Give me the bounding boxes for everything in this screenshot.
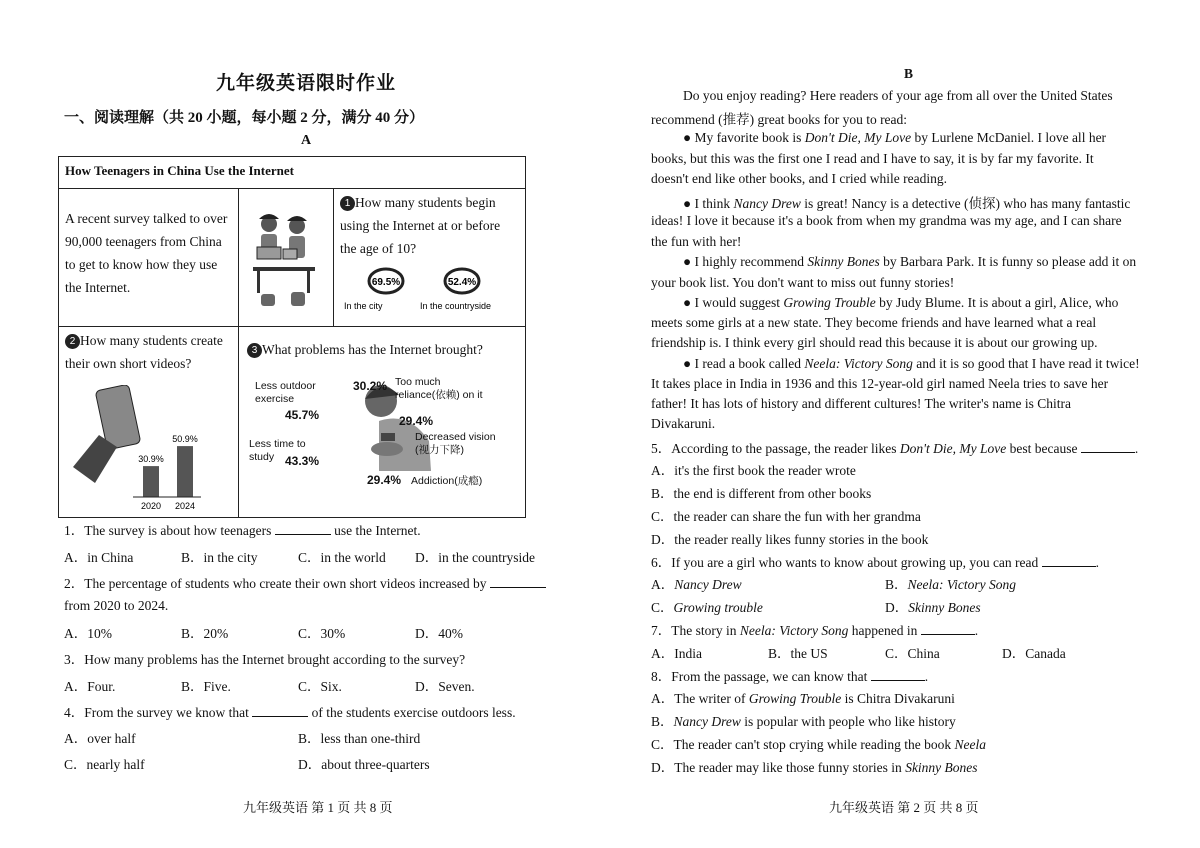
option-d: D．Canada: [1002, 646, 1066, 661]
q2-line: How many students create: [80, 333, 223, 348]
part-label-a: A: [300, 133, 312, 148]
option-c: C．Six.: [298, 679, 342, 694]
answer-blank: [490, 575, 546, 588]
review-5-line: father! It has lots of history and different cultures! The writer's name is Chitra: [651, 396, 1071, 411]
question-3-cell: [239, 327, 525, 517]
intro-line: to get to know how they use: [65, 257, 218, 272]
answer-blank: [871, 668, 925, 681]
answer-blank: [275, 522, 331, 535]
answer-blank: [252, 704, 308, 717]
study-value: 43.3%: [285, 454, 320, 468]
percentage-badges: [338, 265, 518, 321]
part-label-b: B: [904, 66, 914, 81]
option-d: D．Seven.: [415, 679, 475, 694]
review-5-line: Divakaruni.: [651, 416, 716, 431]
review-2-line: ideas! I love it because it's a book from when my grandma was my age, and I can share: [651, 213, 1122, 228]
option-d: D．The reader may like those funny stories in Skinny Bones: [651, 760, 978, 775]
question-3: 3．How many problems has the Internet brought according to the survey?: [64, 652, 466, 667]
option-c: C．Growing trouble: [651, 600, 763, 615]
question-4: 4．From the survey we know that of the students exercise outdoors less.: [64, 705, 516, 720]
outdoor-label-line: exercise: [255, 393, 295, 405]
option-d: D．in the countryside: [415, 550, 535, 565]
countryside-label: In the countryside: [420, 301, 492, 311]
review-1-line: doesn't end like other books, and I cried while reading.: [651, 171, 947, 186]
option-b: B．the end is different from other books: [651, 486, 872, 501]
number-3-badge: 3: [247, 343, 262, 358]
q1-line: the age of 10?: [340, 241, 417, 256]
option-c: C．China: [885, 646, 940, 661]
addiction-value: 29.4%: [367, 473, 402, 487]
intro-line: the Internet.: [65, 280, 131, 295]
q2-line: their own short videos?: [65, 356, 192, 371]
review-1-line: books, but this was the first one I read and I have to say, it is by far my favorite. It: [651, 151, 1094, 166]
reliance-label-line: Too much: [395, 376, 441, 388]
option-c: C．the reader can share the fun with her grandma: [651, 509, 921, 524]
option-c: C．in the world: [298, 550, 386, 565]
question-7: 7．The story in Neela: Victory Song happened in .: [651, 623, 979, 638]
bar-value-label: 50.9%: [172, 434, 198, 445]
city-percentage: 69.5%: [371, 277, 401, 288]
option-a: A．in China: [64, 550, 134, 565]
option-d: D．about three-quarters: [298, 757, 430, 772]
answer-blank: [921, 622, 975, 635]
option-a: A．India: [651, 646, 702, 661]
question-2: 2．The percentage of students who create their own short videos increased by: [64, 572, 546, 592]
page-footer: 九年级英语 第 2 页 共 8 页: [829, 800, 979, 815]
question-2-continued: from 2020 to 2024.: [64, 598, 169, 613]
review-4-line: meets some girls at a new state. They become friends and have learned what a real: [651, 315, 1097, 330]
short-video-bar-chart: [59, 385, 233, 511]
option-b: B．20%: [181, 626, 229, 641]
option-b: B．Neela: Victory Song: [885, 577, 1016, 592]
review-5-line: ● I read a book called Neela: Victory Song and it is so good that I have read it twice!: [683, 356, 1140, 371]
intro-line: Do you enjoy reading? Here readers of your age from all over the United States: [683, 88, 1113, 103]
intro-line: 90,000 teenagers from China: [65, 234, 222, 249]
book-title: Don't Die, My Love: [804, 130, 912, 145]
vision-value: 29.4%: [399, 414, 434, 428]
review-3-line: your book list. You don't want to miss out funny stories!: [651, 275, 955, 290]
page-2: [600, 0, 1200, 848]
question-8: 8．From the passage, we can know that .: [651, 669, 929, 684]
question-6: 6．If you are a girl who wants to know about growing up, you can read .: [651, 555, 1100, 570]
q1-line: How many students begin: [355, 195, 496, 210]
intro-line: A recent survey talked to over: [65, 211, 228, 226]
review-5-line: It takes place in India in 1936 and this 12-year-old girl named Neela tries to save her: [651, 376, 1109, 391]
option-b: B．in the city: [181, 550, 258, 565]
question-1-cell: [334, 189, 525, 327]
reliance-label-line: reliance(依赖) on it: [395, 389, 483, 401]
book-title: Growing Trouble: [783, 295, 876, 310]
vision-label-line: Decreased vision: [415, 431, 496, 443]
students-illustration-cell: [239, 189, 334, 327]
option-c: C．30%: [298, 626, 346, 641]
option-a: A．Four.: [64, 679, 116, 694]
option-a: A．The writer of Growing Trouble is Chitra Divakaruni: [651, 691, 955, 706]
infographic-table: [58, 156, 526, 518]
bar-value-label: 30.9%: [138, 454, 164, 465]
review-2-line: the fun with her!: [651, 234, 742, 249]
reliance-value: 30.2%: [353, 379, 388, 393]
review-4-line: ● I would suggest Growing Trouble by Judy Blume. It is about a girl, Alice, who: [683, 295, 1119, 310]
addiction-label: Addiction(成瘾): [411, 475, 483, 487]
option-a: A．it's the first book the reader wrote: [651, 463, 856, 478]
q3-line: What problems has the Internet brought?: [262, 342, 483, 357]
study-label-line: Less time to: [249, 438, 306, 450]
bar-category-label: 2024: [174, 501, 196, 511]
option-b: B．Five.: [181, 679, 231, 694]
book-title: Neela: Victory Song: [804, 356, 913, 371]
question-5: 5．According to the passage, the reader likes Don't Die, My Love best because .: [651, 441, 1139, 456]
bar-2024: [177, 446, 193, 497]
option-b: B．Nancy Drew is popular with people who like history: [651, 714, 956, 729]
review-4-line: friendship is. I think every girl should read this because it is about our growing up.: [651, 335, 1098, 350]
page-title: 九年级英语限时作业: [215, 73, 396, 94]
city-label: In the city: [344, 301, 383, 311]
book-title: Nancy Drew: [733, 196, 801, 211]
review-1-line: ● My favorite book is Don't Die, My Love by Lurlene McDaniel. I love all her: [683, 130, 1107, 145]
bar-category-label: 2020: [140, 501, 162, 511]
option-b: B．less than one-third: [298, 731, 421, 746]
option-a: A．10%: [64, 626, 112, 641]
review-3-line: ● I highly recommend Skinny Bones by Barbara Park. It is funny so please add it on: [683, 254, 1137, 269]
intro-line: recommend (推荐) great books for you to read:: [651, 112, 908, 127]
bar-2020: [143, 466, 159, 497]
review-2-line: ● I think Nancy Drew is great! Nancy is a detective (侦探) who has many fantastic: [683, 196, 1131, 211]
number-2-badge: 2: [65, 334, 80, 349]
number-1-badge: 1: [340, 196, 355, 211]
intro-cell: [59, 189, 239, 327]
q1-line: using the Internet at or before: [340, 218, 501, 233]
option-a: A．Nancy Drew: [651, 577, 742, 592]
option-d: D．40%: [415, 626, 463, 641]
question-1: 1．The survey is about how teenagers use the Internet.: [64, 523, 421, 538]
option-c: C．The reader can't stop crying while reading the book Neela: [651, 737, 986, 752]
students-illustration: [239, 189, 334, 327]
option-c: C．nearly half: [64, 757, 145, 772]
option-a: A．over half: [64, 731, 136, 746]
outdoor-label-line: Less outdoor: [255, 380, 316, 392]
question-2-cell: [59, 327, 239, 517]
book-title: Skinny Bones: [807, 254, 880, 269]
study-label-line: study: [249, 451, 275, 463]
option-d: D．Skinny Bones: [885, 600, 981, 615]
outdoor-value: 45.7%: [285, 408, 320, 422]
answer-blank: [1081, 440, 1135, 453]
infographic-heading: How Teenagers in China Use the Internet: [59, 157, 525, 189]
page-footer: 九年级英语 第 1 页 共 8 页: [243, 800, 393, 815]
section-heading: 一、阅读理解（共 20 小题，每小题 2 分，满分 40 分）: [64, 110, 425, 126]
option-b: B．the US: [768, 646, 828, 661]
vision-label-line: (视力下降): [415, 444, 464, 456]
answer-blank: [1042, 554, 1096, 567]
countryside-percentage: 52.4%: [447, 277, 477, 288]
option-d: D．the reader really likes funny stories in the book: [651, 532, 929, 547]
